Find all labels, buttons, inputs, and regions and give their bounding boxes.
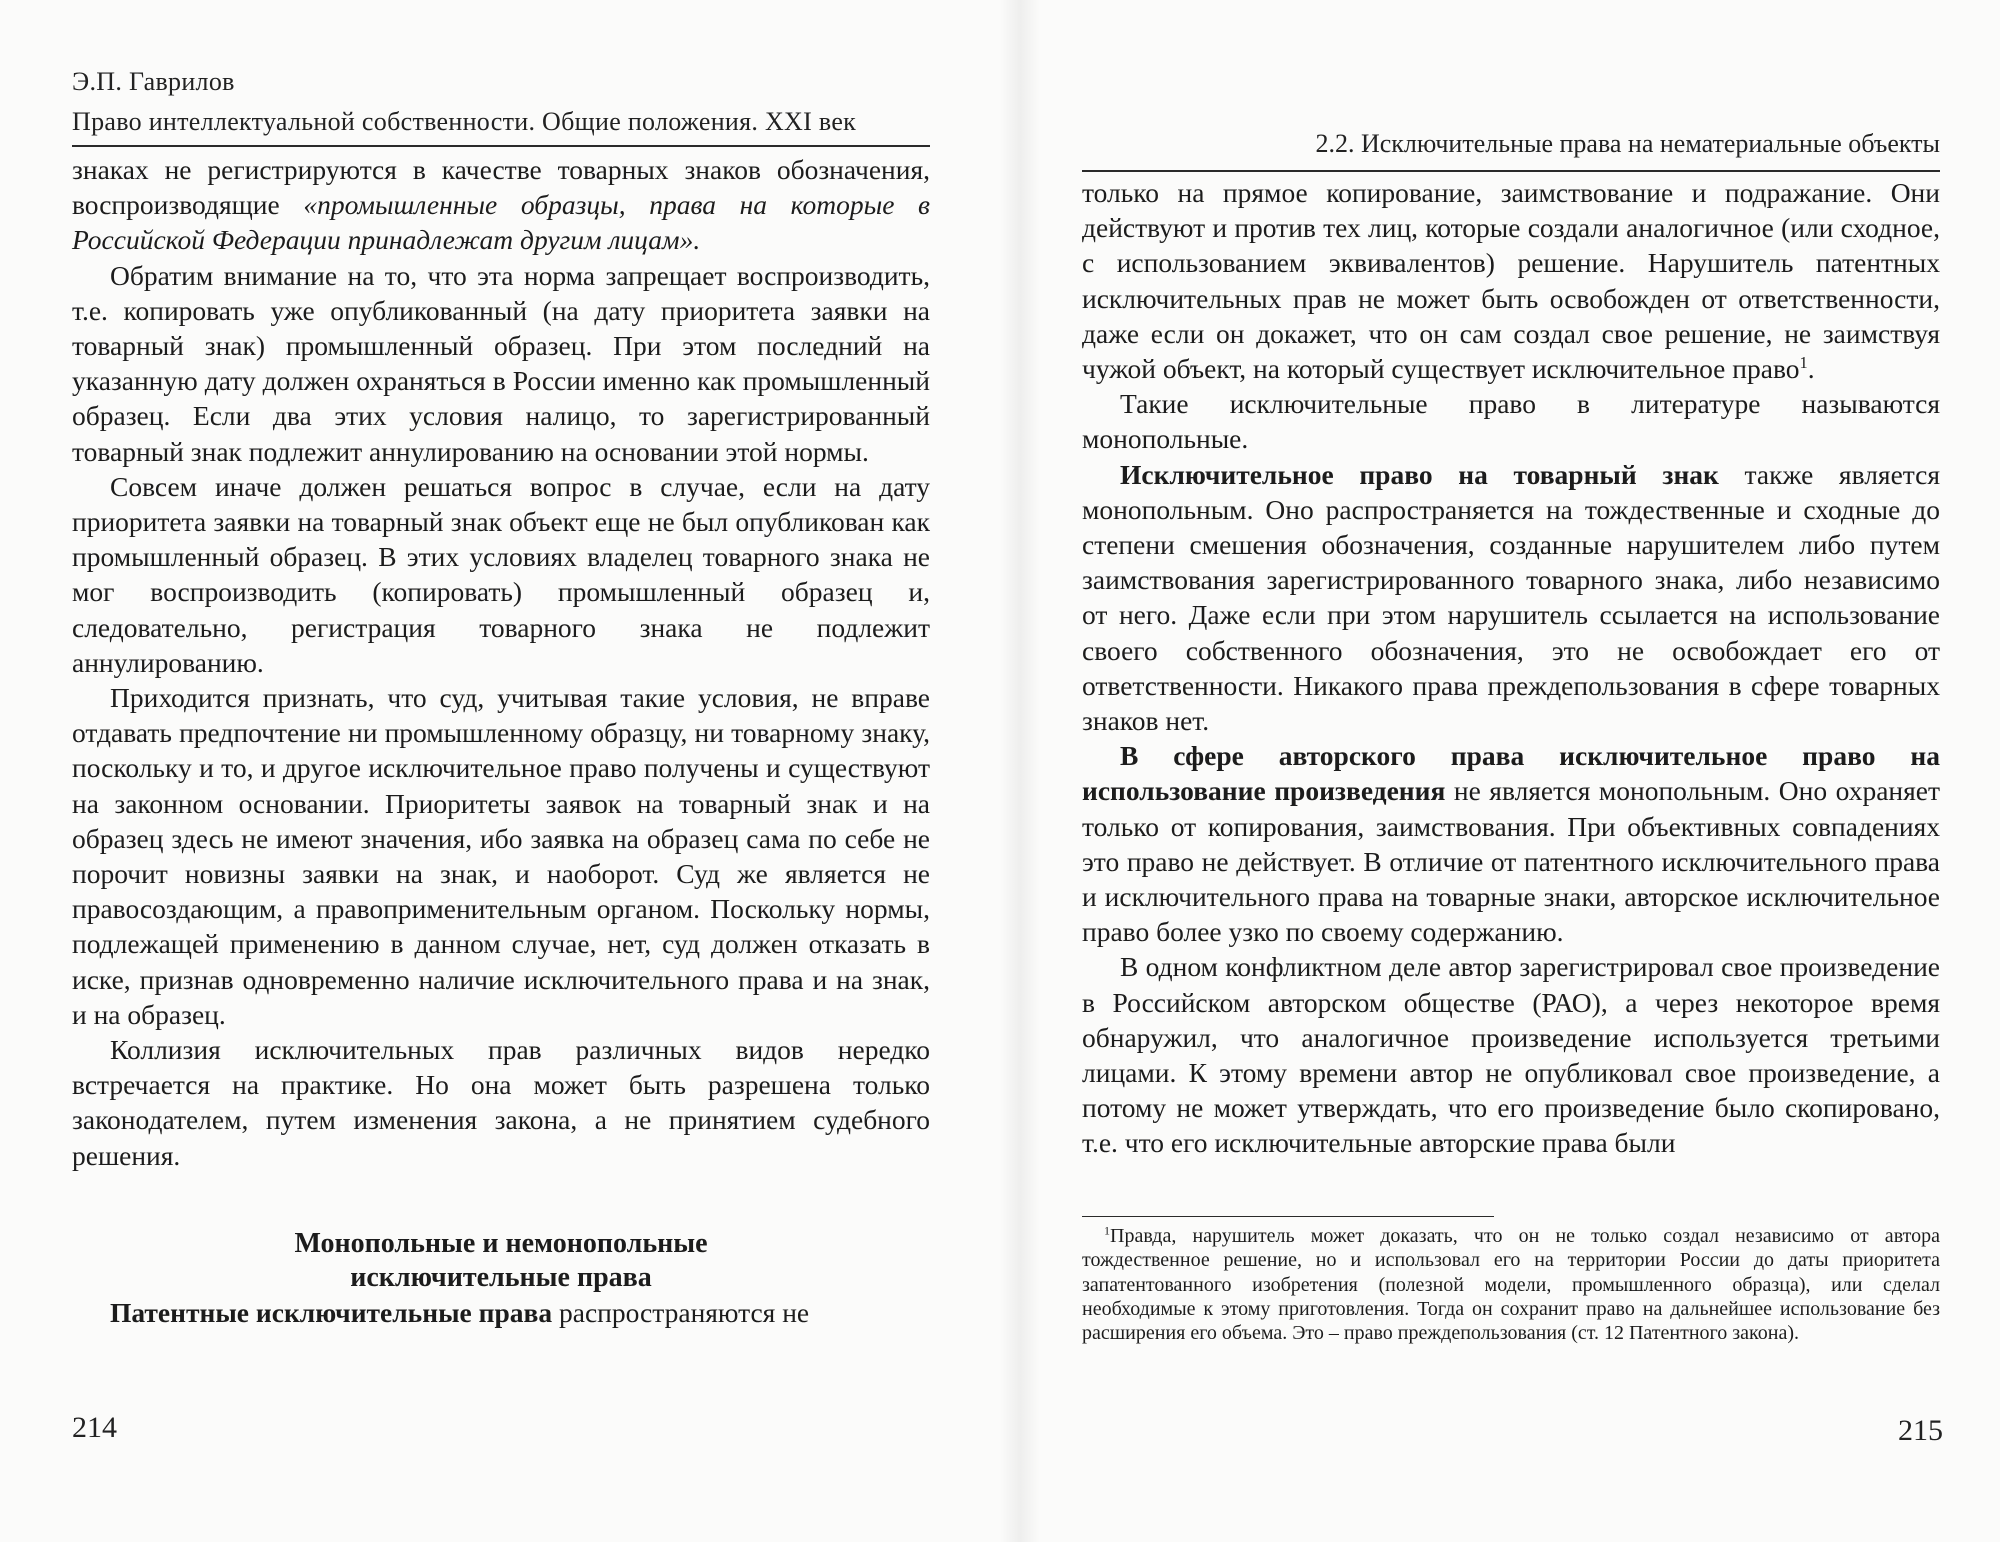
header-book-title: Право интеллектуальной собственности. Общие положения. XXI век xyxy=(72,107,857,136)
bold-term: Исключительное право на товарный знак xyxy=(1120,458,1719,490)
running-header-right: 2.2. Исключительные права на нематериальные объекты xyxy=(1315,129,1940,158)
footnote xyxy=(1082,1224,1940,1345)
paragraph xyxy=(1082,738,1940,949)
paragraph-end: . xyxy=(1807,353,1815,385)
bold-term: В сфере авторского права исключительное право на использование произведения xyxy=(1082,740,1940,807)
paragraph: Такие исключительные право в литературе называются монопольные. xyxy=(1082,388,1940,455)
right-page xyxy=(1040,0,2000,1542)
paragraph xyxy=(1082,457,1940,739)
paragraph: Совсем иначе должен решаться вопрос в случае, если на дату приоритета заявки на товарный знак объект еще не был опубликован как промышленный образец. В этих условиях владелец товарного знака не мог воспроизводить (копировать) промышленный образец и, следовательно, регистрация товарного знака не подлежит аннулированию. xyxy=(72,470,930,678)
right-page-body xyxy=(1082,175,1940,1161)
header-rule-left xyxy=(72,145,930,147)
header-rule-right xyxy=(1082,170,1940,172)
paragraph: Приходится признать, что суд, учитывая такие условия, не вправе отдавать предпочтение ни промышленному образцу, ни товарному знаку, поскольку и то, и другое исключительное право получены и существуют на законном основании. Приоритеты заявок на товарный знак и на образец здесь не имеют значения, ибо заявка на образец сама по себе не порочит новизны заявки на знак, и наоборот. Суд же является не правосоздающим, а правоприменительным органом. Поскольку нормы, подлежащей применению в данном случае, нет, суд должен отказать в иске, признав одновременно наличие исключительного права и на знак, и на образец. xyxy=(72,682,930,1030)
section-title-line: исключительные права xyxy=(350,1261,652,1293)
quote-text: «промышленные образцы, права на которые в Российской Федерации принадлежат другим лицам». xyxy=(72,189,930,256)
paragraph-text: также является монопольным. Оно распространяется на тождественные и сходные до степени смешения обозначения, созданные нарушителем либо путем заимствования зарегистрированного товарного знака, либо независимо от него. Даже если при этом нарушитель ссылается на использование своего собственного обозначения, это не освобождает его от ответственности. Никакого права преждепользования в сфере товарных знаков нет. xyxy=(1082,458,1940,737)
paragraph xyxy=(1082,175,1940,386)
left-page-body xyxy=(72,152,930,1330)
paragraph xyxy=(72,152,930,258)
paragraph: В одном конфликтном деле автор зарегистрировал свое произведение в Российском авторском обществе (РАО), а через некоторое время обнаружил, что аналогичное произведение используется третьими лицами. К этому времени автор не опубликовал свое произведение, а потому не может утверждать, что его произведение было скопировано, т.е. что его исключительные авторские права были xyxy=(1082,951,1940,1159)
section-title xyxy=(72,1227,930,1295)
footnote-reference[interactable]: 1 xyxy=(1799,352,1808,372)
page-number-left: 214 xyxy=(72,1411,117,1444)
footnote-rule xyxy=(1082,1216,1494,1217)
paragraph-text: только на прямое копирование, заимствование и подражание. Они действуют и против тех лиц, которые создали аналогичное (или сходное, с использованием эквивалентов) решение. Нарушитель патентных исключительных прав не может быть освобожден от ответственности, даже если он докажет, что он сам создал свое решение, не заимствуя чужой объект, на который существует исключительное право xyxy=(1082,177,1940,385)
paragraph-text: не является монопольным. Оно охраняет только от копирования, заимствования. При объективных совпадениях это право не действует. В отличие от патентного исключительного права и исключительного права на товарные знаки, авторское исключительное право более узко по своему содержанию. xyxy=(1082,775,1940,948)
book-gutter xyxy=(1000,0,1040,1542)
footnote-text: Правда, нарушитель может доказать, что он не только создал независимо от автора тождественное решение, но и использовал его на территории России до даты приоритета запатентованного изобретения (полезной модели, промышленного образца), или сделал необходимые к этому приготовления. Тогда он сохранит право на дальнейшее использование без расширения его объема. Это – право преждепользования (ст. 12 Патентного закона). xyxy=(1082,1225,1940,1345)
paragraph: Обратим внимание на то, что эта норма запрещает воспроизводить, т.е. копировать уже опубликованный (на дату приоритета заявки на товарный знак) промышленный образец. При этом последний на указанную дату должен охраняться в России именно как промышленный образец. Если два этих условия налицо, то зарегистрированный товарный знак подлежит аннулированию на основании этой нормы. xyxy=(72,259,930,467)
header-author: Э.П. Гаврилов xyxy=(72,67,235,96)
paragraph xyxy=(72,1295,930,1330)
section-title-line: Монопольные и немонопольные xyxy=(294,1227,708,1259)
paragraph: Коллизия исключительных прав различных видов нередко встречается на практике. Но она может быть разрешена только законодателем, путем изменения закона, а не принятием судебного решения. xyxy=(72,1034,930,1171)
bold-term: Патентные исключительные права xyxy=(110,1296,553,1328)
page-number-right: 215 xyxy=(1898,1414,1943,1447)
paragraph-text: распространяются не xyxy=(552,1296,810,1328)
running-header-left xyxy=(72,62,932,142)
paragraph-text: знаках не регистрируются в качестве товарных знаков обозначения, воспроизводящие xyxy=(72,154,930,221)
footnote-marker: 1 xyxy=(1104,1223,1110,1238)
